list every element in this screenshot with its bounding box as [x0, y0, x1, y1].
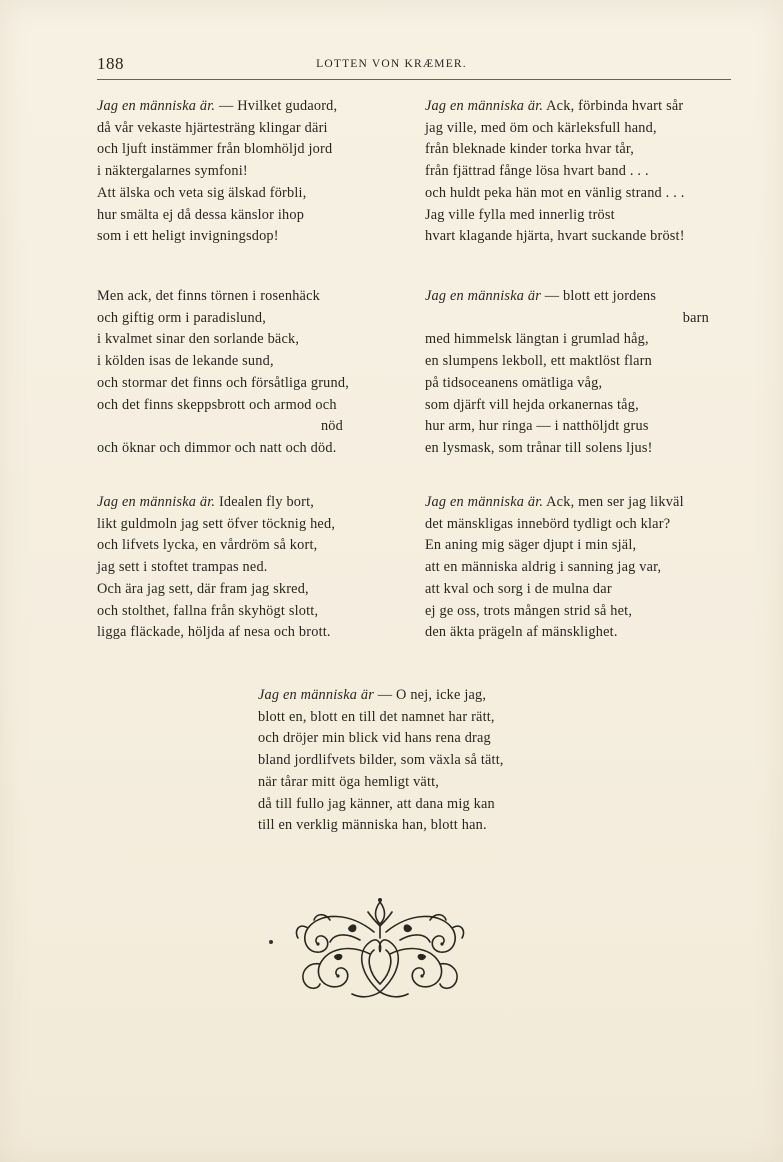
stanza-line: likt guldmoln jag sett öfver töcknig hed, [97, 515, 336, 532]
stanza-3 [97, 286, 405, 460]
stanza-line: och giftig orm i paradislund, [97, 309, 266, 326]
stanza-lead: Jag en människa är. [97, 98, 216, 114]
stanza-line: till en verklig människa han, blott han. [258, 817, 487, 834]
page-number: 188 [97, 54, 124, 73]
floral-tailpiece-icon [290, 892, 470, 1004]
stanza-line: blott en, blott en till det namnet har rätt, [258, 708, 495, 725]
stanza-7 [258, 685, 570, 837]
stanza-line: från bleknade kinder torka hvar tår, [425, 141, 635, 158]
stanza-line: bland jordlifvets bilder, som växla så tätt, [258, 752, 504, 769]
stanza-line: hur arm, hur ringa — i natthöljdt grus [425, 418, 649, 435]
stanza-line: och stormar det finns och försåtliga grund, [97, 374, 349, 391]
stanza-lead: Jag en människa är. [425, 494, 544, 510]
stanza-line: Jag en människa är — blott ett jordens [425, 288, 657, 304]
stanza-line: att kval och sorg i de mulna dar [425, 580, 612, 597]
stanza-lead: Jag en människa är [258, 687, 374, 703]
stanza-4 [425, 286, 737, 460]
stanza-line: i kölden isas de lekande sund, [97, 353, 274, 370]
stanza-2 [425, 96, 737, 248]
stanza-line: på tidsoceanens omätliga våg, [425, 374, 603, 391]
stanza-line: och det finns skeppsbrott och armod och [97, 396, 337, 413]
running-head: LOTTEN VON KRÆMER. [316, 58, 467, 70]
stanza-line: Och ära jag sett, där fram jag skred, [97, 580, 309, 597]
stanza-line-runover: barn [682, 309, 709, 326]
stanza-line: då vår vekaste hjärtesträng klingar däri [97, 119, 328, 136]
stanza-line: En aning mig säger djupt i min själ, [425, 537, 637, 554]
stanza-line: Att älska och veta sig älskad förbli, [97, 184, 307, 201]
stanza-line: och huldt peka hän mot en vänlig strand . . . [425, 184, 685, 201]
stanza-6 [425, 492, 737, 644]
stanza-line: Jag en människa är. — Hvilket gudaord, [97, 98, 338, 114]
stanza-line: och ljuft instämmer från blomhöljd jord [97, 141, 333, 158]
stanza-5 [97, 492, 405, 644]
stanza-line: och stolthet, fallna från skyhögt slott, [97, 602, 319, 619]
stanza-line: den äkta prägeln af mänsklighet. [425, 624, 618, 641]
stanza-line: när tårar mitt öga hemligt vätt, [258, 773, 440, 790]
stanza-line-runover: nöd [320, 418, 343, 435]
stanza-line: ligga fläckade, höljda af nesa och brott. [97, 624, 331, 641]
stanza-line: en slumpens lekboll, ett maktlöst flarn [425, 353, 652, 370]
stanza-line: ej ge oss, trots mången strid så het, [425, 602, 633, 619]
stanza-line: i kvalmet sinar den sorlande bäck, [97, 331, 300, 348]
stanza-lead: Jag en människa är. [97, 494, 216, 510]
stanza-line: en lysmask, som trånar till solens ljus! [425, 439, 653, 456]
stanza-line: Jag en människa är. Ack, men ser jag likväl [425, 494, 684, 510]
stanza-line: hvart klagande hjärta, hvart suckande bröst! [425, 228, 685, 245]
stanza-line: i näktergalarnes symfoni! [97, 163, 248, 180]
stanza-line: Men ack, det finns törnen i rosenhäck [97, 288, 320, 304]
stanza-line: med himmelsk längtan i grumlad håg, [425, 331, 649, 348]
stanza-lead: Jag en människa är [425, 288, 541, 304]
stanza-line: Jag en människa är. Idealen fly bort, [97, 494, 315, 510]
stanza-1 [97, 96, 405, 248]
stanza-line: som i ett heligt invigningsdop! [97, 228, 279, 245]
stanza-line: och lifvets lycka, en vårdröm så kort, [97, 537, 318, 554]
stanza-line: hur smälta ej då dessa känslor ihop [97, 206, 305, 223]
header-rule [97, 79, 731, 80]
stanza-line: och dröjer min blick vid hans rena drag [258, 730, 491, 747]
stanza-line: Jag ville fylla med innerlig tröst [425, 206, 615, 223]
stanza-lead: Jag en människa är. [425, 98, 544, 114]
ink-speck [269, 940, 273, 944]
stanza-line: Jag en människa är. Ack, förbinda hvart sår [425, 98, 684, 114]
stanza-line: och öknar och dimmor och natt och död. [97, 439, 337, 456]
stanza-line: som djärft vill hejda orkanernas tåg, [425, 396, 639, 413]
stanza-line: det mänskligas innebörd tydligt och klar? [425, 515, 671, 532]
stanza-line: jag ville, med öm och kärleksfull hand, [425, 119, 657, 136]
stanza-line: från fjättrad fånge lösa hvart band . . . [425, 163, 649, 180]
stanza-line: då till fullo jag känner, att dana mig kan [258, 795, 495, 812]
stanza-line: jag sett i stoftet trampas ned. [97, 559, 268, 576]
stanza-line: Jag en människa är — O nej, icke jag, [258, 687, 487, 703]
stanza-line: att en människa aldrig i sanning jag var, [425, 559, 662, 576]
